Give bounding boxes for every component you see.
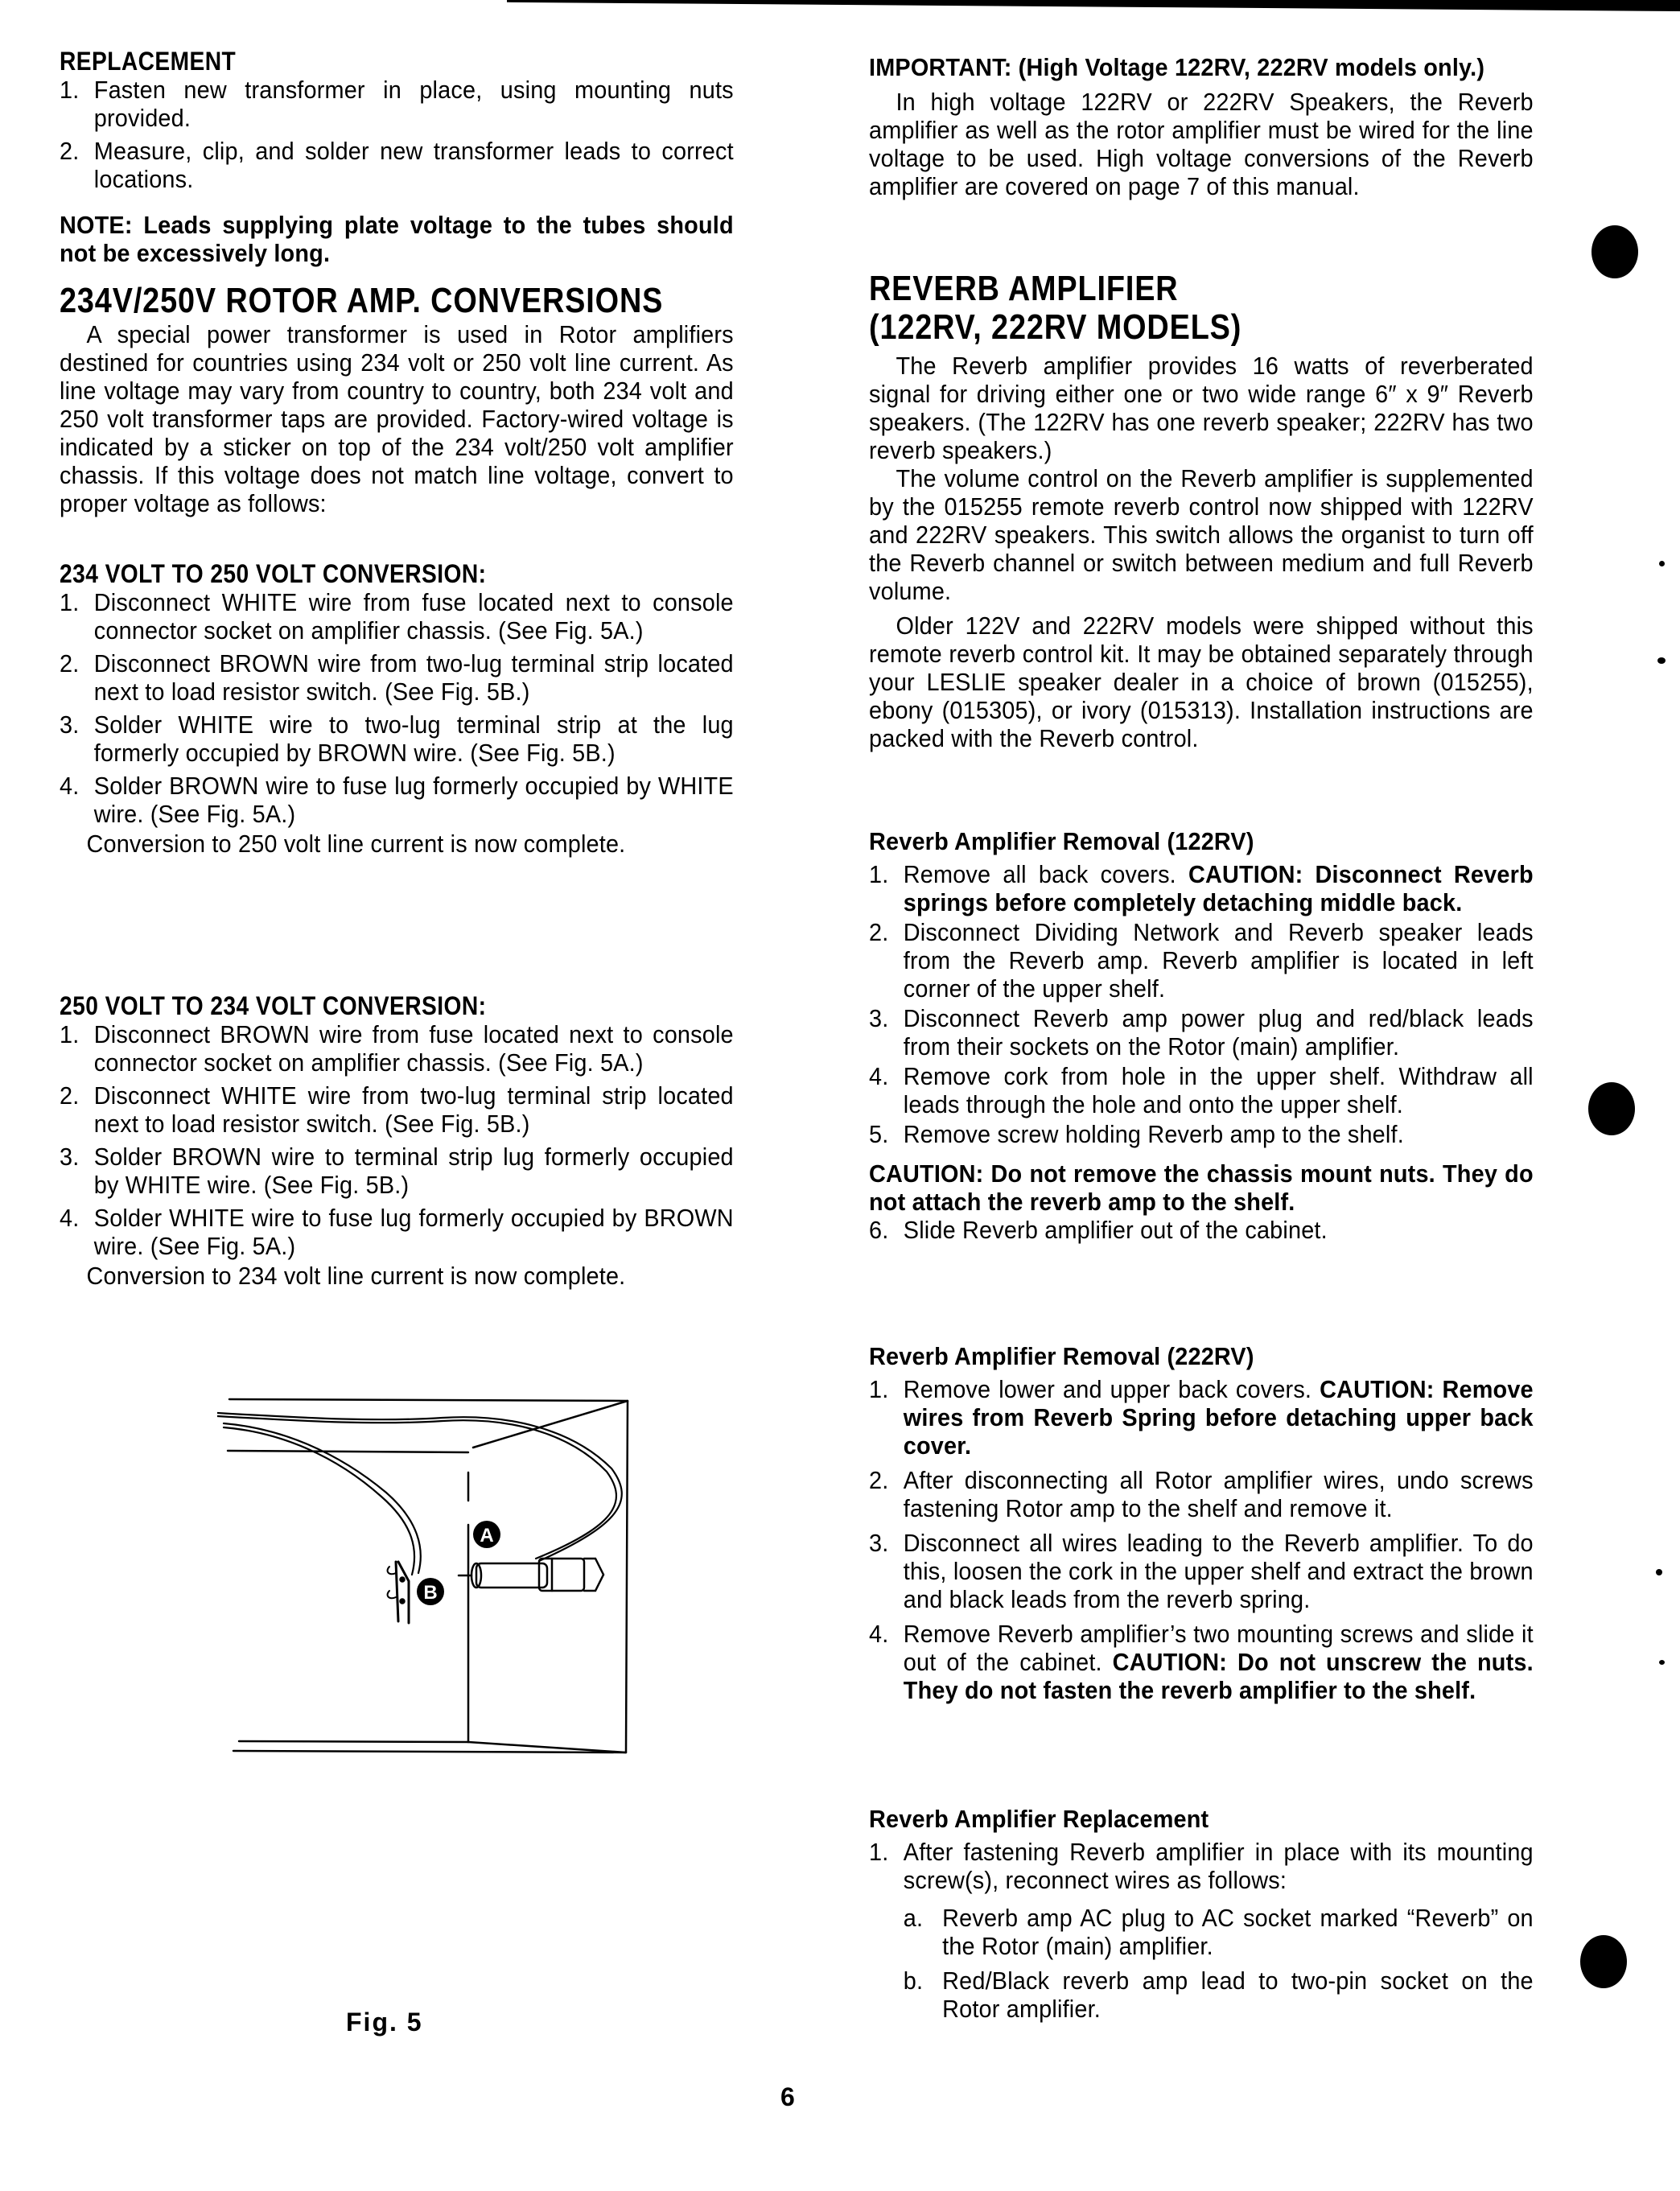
item-number: 1. (869, 1838, 889, 1866)
list-item (869, 1216, 1534, 1244)
item-number: 2. (60, 649, 80, 677)
conversion-250-234-heading: 250 VOLT TO 234 VOLT CONVERSION: (60, 991, 487, 1020)
list-item (869, 1120, 1534, 1148)
shelf-diagonal-top (473, 1401, 628, 1448)
item-text: Reverb amp AC plug to AC socket marked “Reverb” on the Rotor (main) amplifier. (942, 1904, 1534, 1960)
sub-list-item (869, 1967, 1534, 2023)
item-number: 1. (60, 588, 80, 616)
item-number: 6. (869, 1216, 889, 1244)
list-item (60, 76, 734, 132)
figure-caption: Fig. 5 (346, 2008, 423, 2037)
item-number: 1. (869, 1375, 889, 1403)
reverb-amplifier-section (869, 270, 1534, 752)
reverb-heading-line2: (122RV, 222RV MODELS) (869, 307, 1242, 347)
removal-222rv-section (869, 1342, 1534, 1706)
item-text: Solder BROWN wire to fuse lug formerly occupied by WHITE wire. (See Fig. 5A.) (93, 772, 734, 828)
removal-222rv-heading: Reverb Amplifier Removal (222RV) (869, 1342, 1254, 1370)
replacement-reverb-section (869, 1805, 1534, 2024)
sub-list-item (869, 1904, 1534, 1960)
reverb-paragraph-2: The volume control on the Reverb amplifier is supplemented by the 015255 remote reverb control now shipped with 122RV and 222RV speakers. This switch allows the organist to turn off the Reverb channel or switch between medium and full Reverb volume. (869, 464, 1534, 605)
replacement-heading: REPLACEMENT (60, 47, 237, 76)
reverb-replacement-heading: Reverb Amplifier Replacement (869, 1805, 1209, 1833)
list-item (869, 1838, 1534, 1894)
item-text: Remove Reverb amplifier’s two mounting screws and slide it out of the cabinet. (903, 1620, 1534, 1676)
item-text: Solder BROWN wire to terminal strip lug formerly occupied by WHITE wire. (See Fig. 5B.) (93, 1143, 734, 1199)
scan-speck (1659, 1660, 1665, 1665)
fig5-illustration (217, 1380, 652, 1911)
item-text: Remove all back covers. (903, 860, 1188, 888)
conversion-250-234-list (60, 1020, 734, 1290)
list-item (869, 1529, 1534, 1613)
list-item (60, 649, 734, 706)
cabinet-bottom-edge (233, 1751, 626, 1752)
scan-speck (1656, 1569, 1662, 1575)
scan-edge-artifact (507, 0, 1680, 11)
list-item (60, 588, 734, 645)
replacement-section (60, 47, 734, 195)
removal-222rv-list (869, 1375, 1534, 1704)
item-text: Solder WHITE wire to two-lug terminal strip at the lug formerly occupied by BROWN wire. (See Fig. 5B.) (93, 710, 734, 767)
list-item (869, 1375, 1534, 1460)
list-item (60, 137, 734, 193)
caution-text: CAUTION: Disconnect Reverb springs before completely detaching middle back. (903, 860, 1534, 916)
caution-text: CAUTION: Do not unscrew the nuts. They do not fasten the reverb amplifier to the shelf. (903, 1648, 1534, 1704)
conversion-234-to-250 (60, 559, 734, 858)
reverb-heading-line1: REVERB AMPLIFIER (869, 269, 1179, 308)
item-text: Remove cork from hole in the upper shelf. Withdraw all leads through the hole and onto the upper shelf. (903, 1062, 1534, 1118)
shelf-top-edge (228, 1451, 468, 1452)
cabinet-right-edge (626, 1401, 628, 1752)
item-text: Disconnect WHITE wire from two-lug terminal strip located next to load resistor switch. (See Fig. 5B.) (93, 1081, 734, 1138)
important-section (869, 53, 1534, 200)
list-item (869, 1004, 1534, 1060)
conversion-complete-note: Conversion to 234 volt line current is now complete. (86, 1262, 626, 1290)
conversion-250-to-234 (60, 991, 734, 1290)
item-letter: b. (903, 1967, 924, 1995)
scan-speck (1657, 657, 1666, 664)
removal-122rv-list (869, 860, 1534, 1148)
callout-b-label: B (423, 1582, 438, 1604)
item-number: 2. (60, 1081, 80, 1110)
list-item (60, 1204, 734, 1260)
list-item (869, 1466, 1534, 1522)
punch-hole (1591, 225, 1638, 278)
important-body: In high voltage 122RV or 222RV Speakers, the Reverb amplifier as well as the rotor amplifier must be wired for the line voltage to be used. High voltage conversions of the Reverb amplifier are covered on page 7 of this manual. (869, 88, 1534, 200)
item-text: Solder WHITE wire to fuse lug formerly occupied by BROWN wire. (See Fig. 5A.) (93, 1204, 734, 1260)
removal-122rv-heading: Reverb Amplifier Removal (122RV) (869, 827, 1254, 855)
item-number: 3. (60, 1143, 80, 1171)
reverb-paragraph-3: Older 122V and 222RV models were shipped without this remote reverb control kit. It may be obtained separately through your LESLIE speaker dealer in a choice of brown (015255), ebony (015305), or ivory (015313). Installation instructions are packed with the Reverb control. (869, 612, 1534, 752)
item-text: After disconnecting all Rotor amplifier wires, undo screws fastening Rotor amp to the shelf and remove it. (903, 1466, 1534, 1522)
item-number: 1. (869, 860, 889, 888)
item-number: 4. (869, 1062, 889, 1090)
item-text: Disconnect BROWN wire from fuse located next to console connector socket on amplifier chassis. (See Fig. 5A.) (93, 1020, 734, 1077)
item-number: 2. (869, 918, 889, 946)
item-number: 1. (60, 76, 80, 104)
conversions-intro: A special power transformer is used in Rotor amplifiers destined for countries using 234 volt or 250 volt line current. As line voltage may vary from country to country, both 234 volt and 250 volt transformer taps are provided. Factory-wired voltage is indicated by a sticker on top of the 234 volt/250 volt amplifier chassis. If this voltage does not match line voltage, convert to proper voltage as follows: (60, 320, 734, 517)
punch-hole (1580, 1935, 1627, 1988)
cable-to-terminal-strip (224, 1423, 421, 1573)
list-item (869, 918, 1534, 1003)
item-text: Fasten new transformer in place, using mounting nuts provided. (93, 76, 734, 132)
list-item (60, 1143, 734, 1199)
cable-to-fuse (217, 1413, 622, 1561)
conversions-heading: 234V/250V ROTOR AMP. CONVERSIONS (60, 281, 664, 320)
item-text: Red/Black reverb amp lead to two-pin socket on the Rotor amplifier. (942, 1967, 1534, 2023)
list-item (60, 1020, 734, 1077)
conversions-section (60, 282, 734, 517)
replacement-list (60, 76, 734, 193)
item-text: Disconnect WHITE wire from fuse located next to console connector socket on amplifier chassis. (See Fig. 5A.) (93, 588, 734, 645)
conversion-complete-note: Conversion to 250 volt line current is now complete. (86, 830, 626, 858)
item-number: 5. (869, 1120, 889, 1148)
item-number: 2. (869, 1466, 889, 1494)
fuse-holder (476, 1563, 547, 1588)
item-text: Remove screw holding Reverb amp to the shelf. (903, 1120, 1404, 1148)
chassis-nuts-caution: CAUTION: Do not remove the chassis mount nuts. They do not attach the reverb amp to the shelf. (869, 1159, 1534, 1216)
item-text: Measure, clip, and solder new transformer leads to correct locations. (93, 137, 734, 193)
item-number: 3. (869, 1529, 889, 1557)
item-text: Slide Reverb amplifier out of the cabinet. (903, 1216, 1328, 1244)
scan-speck (1659, 561, 1665, 566)
item-text: After fastening Reverb amplifier in place with its mounting screw(s), reconnect wires as follows: (903, 1838, 1534, 1894)
item-number: 1. (60, 1020, 80, 1048)
list-item (60, 772, 734, 828)
item-number: 3. (869, 1004, 889, 1032)
removal-122rv-section (869, 827, 1534, 1246)
punch-hole (1588, 1082, 1635, 1135)
shelf-inner-bottom (239, 1741, 468, 1742)
item-number: 4. (60, 772, 80, 800)
removal-122rv-step6 (869, 1216, 1534, 1244)
cabinet-top-edge (229, 1399, 628, 1401)
item-text: Remove lower and upper back covers. (903, 1375, 1320, 1403)
reverb-paragraph-1: The Reverb amplifier provides 16 watts of reverberated signal for driving either one or two wide range 6″ x 9″ Reverb speakers. (The 122RV has one reverb speaker; 222RV has two reverb speakers.) (869, 352, 1534, 464)
reverb-replacement-list (869, 1838, 1534, 2023)
list-item (869, 1062, 1534, 1118)
item-text: Disconnect Reverb amp power plug and red/black leads from their sockets on the Rotor (main) amplifier. (903, 1004, 1534, 1060)
list-item (60, 710, 734, 767)
item-text: Disconnect Dividing Network and Reverb speaker leads from the Reverb amp. Reverb amplifier is located in left corner of the upper shelf. (903, 918, 1534, 1003)
caution-text: CAUTION: Remove wires from Reverb Spring before detaching upper back cover. (903, 1375, 1534, 1460)
page-number: 6 (780, 2082, 795, 2111)
item-number: 3. (60, 710, 80, 739)
conversion-234-250-heading: 234 VOLT TO 250 VOLT CONVERSION: (60, 559, 487, 588)
item-number: 4. (869, 1620, 889, 1648)
shelf-diagonal-bottom (468, 1742, 626, 1752)
terminal-strip (396, 1562, 409, 1623)
note-text: NOTE: Leads supplying plate voltage to the tubes should not be excessively long. (60, 211, 734, 267)
item-number: 2. (60, 137, 80, 165)
list-item (60, 1081, 734, 1138)
list-item (869, 1620, 1534, 1704)
item-number: 4. (60, 1204, 80, 1232)
item-letter: a. (903, 1904, 924, 1932)
conversion-234-250-list (60, 588, 734, 858)
list-item (869, 860, 1534, 916)
callout-a-label: A (480, 1525, 494, 1546)
important-heading: IMPORTANT: (High Voltage 122RV, 222RV models only.) (869, 53, 1485, 81)
item-text: Disconnect all wires leading to the Reverb amplifier. To do this, loosen the cork in the upper shelf and extract the brown and black leads from the reverb spring. (903, 1529, 1534, 1613)
item-text: Disconnect BROWN wire from two-lug terminal strip located next to load resistor switch. (See Fig. 5B.) (93, 649, 734, 706)
